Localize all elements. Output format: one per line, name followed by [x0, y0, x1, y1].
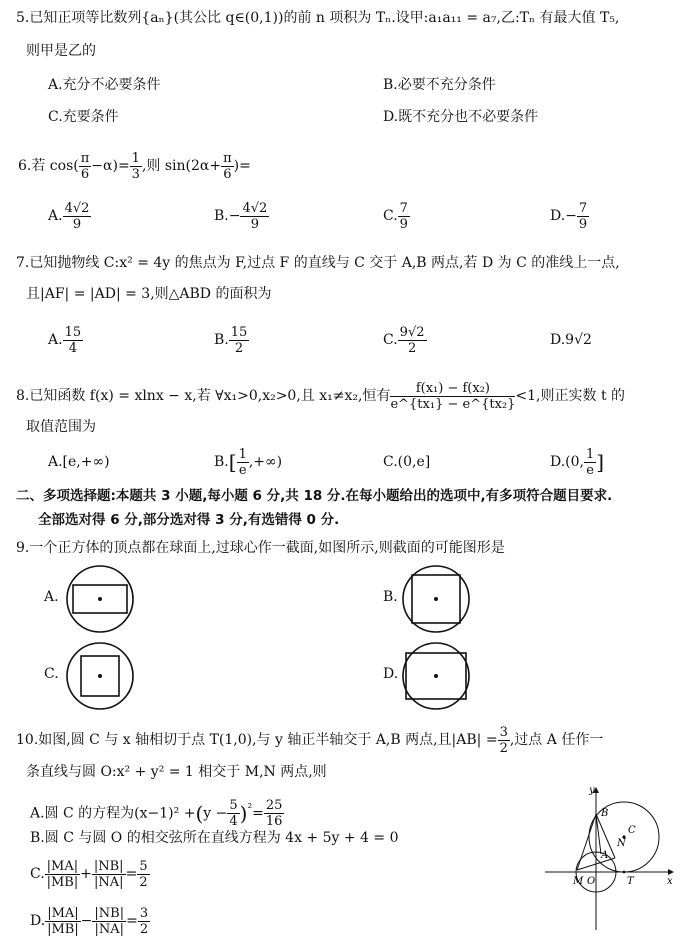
label-t: T [627, 876, 634, 887]
label-a: A [601, 850, 609, 861]
q8-option-a[interactable]: A.[e,+∞) [48, 454, 110, 470]
q8-option-d[interactable]: D.(0, $\frac{1}{e}$ ] [550, 446, 605, 478]
q9-option-d-label[interactable]: D. [383, 666, 399, 682]
q5-stem-line1: 5.已知正项等比数列{aₙ}(其公比 q∈(0,1))的前 n 项积为 Tₙ.设甲:a₁a₁₁ = a₇,乙:Tₙ 有最大值 T₅, [16, 10, 620, 26]
q9-option-c-label[interactable]: C. [44, 666, 59, 682]
q8-stem-line1: 8.已知函数 f(x) = xlnx − x,若 ∀x₁>0,x₂>0,且 x₁≠x₂,恒有 $\frac{\text{f(x₁) − f(x₂)}}{\text{e\textasciicircum{}\{tx₁\} − e\textasciicircum{}\{tx₂\}}}$ <1,则正实数 t 的 [16, 380, 626, 412]
q6-option-a[interactable]: A. $\frac{4√2}{9}$ [48, 200, 90, 232]
q7-stem-line2: 且|AF| = |AD| = 3,则△ABD 的面积为 [26, 286, 272, 302]
q7-stem-line1: 7.已知抛物线 C:x² = 4y 的焦点为 F,过点 F 的直线与 C 交于 A,B 两点,若 D 为 C 的准线上一点, [16, 255, 620, 271]
q7-option-c[interactable]: C. $\frac{9√2}{2}$ [383, 324, 425, 356]
q7-option-a[interactable]: A. $\frac{15}{4}$ [48, 324, 82, 356]
q6-pi-over-6b: $\frac{\pi}{6}$ [223, 150, 232, 182]
section2-heading: 二、多项选择题:本题共 3 小题,每小题 6 分,共 18 分.在每小题给出的选项中,有多项符合题目要求. [16, 488, 613, 504]
label-m: M [573, 876, 584, 887]
q10-option-b[interactable]: B.圆 C 与圆 O 的相交弦所在直线方程为 4x + 5y + 4 = 0 [30, 830, 399, 846]
q5-option-c[interactable]: C.充要条件 [48, 109, 119, 125]
label-y: y [589, 785, 595, 796]
label-n: N [617, 838, 626, 849]
q8-option-b[interactable]: B.[ $\frac{1}{e}$ ,+∞) [214, 446, 283, 478]
q9-figure-c[interactable] [64, 640, 136, 712]
q6-option-d[interactable]: D.− $\frac{7}{9}$ [550, 200, 588, 232]
q5-option-b[interactable]: B.必要不充分条件 [383, 77, 496, 93]
q5-option-d[interactable]: D.既不充分也不必要条件 [383, 109, 539, 125]
q10-stem-line2: 条直线与圆 O:x² + y² = 1 相交于 M,N 两点,则 [26, 764, 327, 780]
q8-option-c[interactable]: C.(0,e] [383, 454, 431, 470]
q6-stem: 6.若 cos( $\frac{\pi}{6}$ −α)= $\frac{1}{3}$ ,则 sin(2α+ $\frac{\pi}{6}$ )= [18, 150, 251, 182]
point-t-dot [623, 871, 626, 874]
q9-figure-d[interactable] [400, 640, 472, 712]
label-b: B [601, 808, 609, 819]
q10-option-a[interactable]: A.圆 C 的方程为(x−1)² +(y − $\frac{5}{4}$ )$^{^2}$= $\frac{25}{16}$ [30, 798, 283, 830]
q8-inequality-fraction: $\frac{\text{f(x₁) − f(x₂)}}{\text{e\textasciicircum{}\{tx₁\} − e\textasciicircum{}\{tx₂\}}}$ [390, 380, 516, 412]
q6-option-c[interactable]: C. $\frac{7}{9}$ [383, 200, 408, 232]
q10-option-d[interactable]: D. $\frac{|MA|}{|MB|}$ − $\frac{|NB|}{|NA|}$ = $\frac{3}{2}$ [30, 905, 149, 937]
section2-scoring: 全部选对得 6 分,部分选对得 3 分,有选错得 0 分. [38, 512, 340, 528]
q8-stem-line2: 取值范围为 [26, 419, 96, 435]
q6-pi-over-6: $\frac{\pi}{6}$ [80, 150, 90, 182]
label-o: O [587, 876, 596, 887]
q5-option-a[interactable]: A.充分不必要条件 [48, 77, 161, 93]
q6-one-third: $\frac{1}{3}$ [131, 150, 140, 182]
q10-stem-line1: 10.如图,圆 C 与 x 轴相切于点 T(1,0),与 y 轴正半轴交于 A,B 两点,且|AB| = $\frac{3}{2}$ ,过点 A 任作一 [16, 724, 604, 756]
q6-stem-pre: 6.若 cos [18, 158, 74, 174]
q9-stem: 9.一个正方体的顶点都在球面上,过球心作一截面,如图所示,则截面的可能图形是 [16, 540, 505, 556]
q9-figure-b[interactable] [400, 563, 472, 635]
q9-option-b-label[interactable]: B. [383, 589, 398, 605]
q9-figure-a[interactable] [64, 563, 136, 635]
q9-option-a-label[interactable]: A. [44, 589, 59, 605]
label-x: x [667, 876, 673, 887]
q10-option-c[interactable]: C. $\frac{|MA|}{|MB|}$ + $\frac{|NB|}{|NA|}$ = $\frac{5}{2}$ [30, 858, 148, 890]
q6-option-b[interactable]: B.− $\frac{4√2}{9}$ [214, 200, 268, 232]
q10-figure [535, 780, 680, 935]
q7-option-d[interactable]: D.9√2 [550, 332, 592, 348]
label-c: C [628, 825, 636, 836]
q7-option-b[interactable]: B. $\frac{15}{2}$ [214, 324, 248, 356]
q5-stem-line2: 则甲是乙的 [26, 43, 96, 59]
